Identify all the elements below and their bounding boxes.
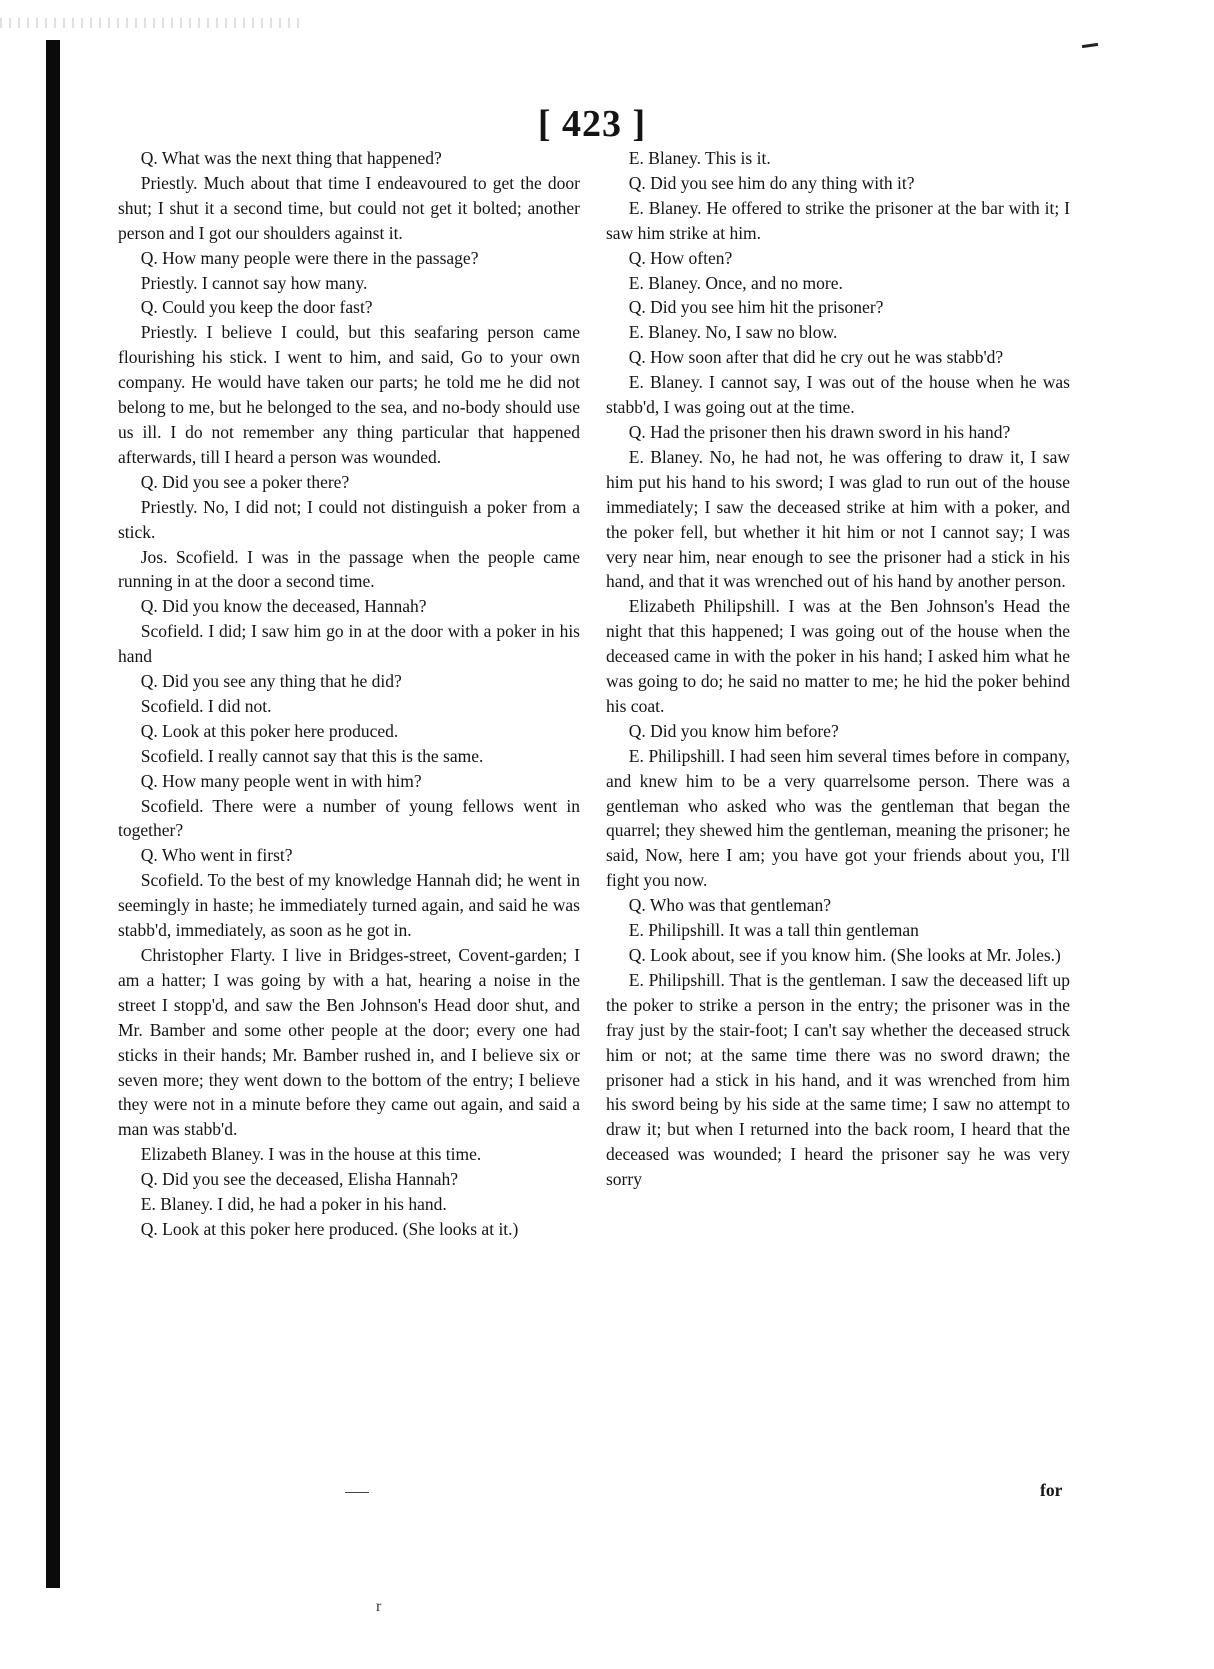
paragraph: Q. Did you see any thing that he did? (140, 671, 402, 692)
paragraph: Q. Look about, see if you know him. (She looks at Mr. Joles.) (628, 945, 1061, 965)
paragraph: Q. Did you see him do any thing with it? (628, 172, 915, 193)
scan-noise (0, 18, 300, 28)
right-column (606, 146, 1070, 1192)
paragraph: E. Blaney. No, I saw no blow. (628, 322, 838, 343)
paragraph: Q. How many people were there in the passage? (140, 247, 479, 268)
paragraph: Elizabeth Blaney. I was in the house at this time. (140, 1144, 482, 1165)
paragraph: Priestly. I believe I could, but this seafaring person came flourishing his stick. I went to him, and said, Go to your own company. He would have taken our parts; he told me he did not belong to me, but he belonged to the sea, and no-body should use us ill. I do not remember any thing particular that happened afterwards, till I heard a person was wounded. (118, 322, 580, 467)
paragraph: Q. Had the prisoner then his drawn sword in his hand? (628, 421, 1011, 442)
paragraph: Elizabeth Philipshill. I was at the Ben Johnson's Head the night that this happened; I was going out of the house when the deceased came in with the poker in his hand; I asked him what he was going to do; he said no matter to me; he hid the poker behind his coat. (606, 596, 1070, 716)
paragraph: Q. Who went in first? (140, 845, 293, 866)
stray-mark: r (376, 1598, 382, 1615)
paragraph: Scofield. I did not. (140, 695, 272, 716)
paragraph: Scofield. I really cannot say that this is the same. (140, 745, 484, 766)
page-number: [ 423 ] (537, 103, 647, 145)
paragraph: Q. Who was that gentleman? (628, 895, 832, 916)
paragraph: Q. Did you see a poker there? (140, 471, 350, 492)
paragraph: Q. Did you know him before? (628, 720, 839, 741)
paragraph: E. Blaney. Once, and no more. (628, 272, 843, 293)
paragraph: Q. How often? (628, 247, 733, 268)
paragraph: Q. Did you see the deceased, Elisha Hannah? (140, 1169, 459, 1190)
paragraph: Christopher Flarty. I live in Bridges-street, Covent-garden; I am a hatter; I was going by with a hat, hearing a noise in the street I stopp'd, and saw the Ben Johnson's Head door shut, and Mr. Bamber and some other people at the door; every one had sticks in their hands; Mr. Bamber rushed in, and I believe six or seven more; they went down to the bottom of the entry; I believe they were not in a minute before they came out again, and said a man was stabb'd. (118, 945, 580, 1140)
paragraph: E. Blaney. He offered to strike the prisoner at the bar with it; I saw him strike at him. (606, 197, 1070, 243)
paragraph: Priestly. I cannot say how many. (140, 272, 368, 293)
ink-mark (345, 1492, 369, 1493)
paragraph: Priestly. No, I did not; I could not distinguish a poker from a stick. (118, 496, 580, 542)
catchword: for (1040, 1480, 1063, 1500)
paragraph: E. Blaney. No, he had not, he was offering to draw it, I saw him put his hand to his sword; I was glad to run out of the house immediately; I saw the deceased strike at him with a poker, and the poker fell, but whether it hit him or not I cannot say; I was very near him, near enough to see the prisoner had a stick in his hand, and that it was wrenched out of his hand by another person. (606, 446, 1070, 592)
paragraph: E. Blaney. I did, he had a poker in his hand. (140, 1194, 447, 1215)
paragraph: Q. What was the next thing that happened? (140, 148, 442, 168)
paragraph: Q. Look at this poker here produced. (She looks at it.) (140, 1218, 519, 1239)
paragraph: Scofield. To the best of my knowledge Hannah did; he went in seemingly in haste; he immediately turned again, and said he was stabb'd, immediately, as soon as he got in. (118, 870, 580, 941)
paragraph: Q. Did you see him hit the prisoner? (628, 297, 884, 318)
paragraph: Priestly. Much about that time I endeavoured to get the door shut; I shut it a second time, but could not get it bolted; another person and I got our shoulders against it. (118, 172, 580, 243)
paragraph: Q. Look at this poker here produced. (140, 720, 399, 741)
paragraph: Q. How many people went in with him? (140, 770, 422, 791)
paragraph: E. Philipshill. That is the gentleman. I saw the deceased lift up the poker to strike a person in the entry; the prisoner was in the fray just by the stair-foot; I can't say whether the deceased struck him or not; at the same time there was no sword drawn; the prisoner had a stick in his hand, and it was wrenched from him his sword being by his side at the same time; I saw no attempt to draw it; but when I returned into the back room, I heard that the deceased was wounded; I heard the prisoner say he was very sorry (606, 969, 1070, 1190)
paragraph: E. Blaney. I cannot say, I was out of the house when he was stabb'd, I was going out at the time. (606, 372, 1070, 418)
paragraph: E. Philipshill. It was a tall thin gentleman (628, 920, 919, 941)
paragraph: Q. How soon after that did he cry out he was stabb'd? (628, 347, 1004, 368)
ink-mark (1082, 43, 1098, 48)
paragraph: Scofield. There were a number of young fellows went in together? (118, 795, 580, 841)
paragraph: Scofield. I did; I saw him go in at the door with a poker in his hand (118, 621, 580, 667)
binding-edge (46, 40, 60, 1588)
left-column (118, 146, 580, 1242)
paragraph: E. Philipshill. I had seen him several times before in company, and knew him to be a very quarrelsome person. There was a gentleman who asked who was the gentleman that began the quarrel; they shewed him the gentleman, meaning the prisoner; he said, Now, here I am; you have got your friends about you, I'll fight you now. (606, 745, 1070, 891)
paragraph: Jos. Scofield. I was in the passage when the people came running in at the door a second time. (118, 546, 580, 592)
paragraph: Q. Could you keep the door fast? (140, 297, 373, 318)
paragraph: Q. Did you know the deceased, Hannah? (140, 596, 427, 617)
paragraph: E. Blaney. This is it. (628, 148, 771, 168)
